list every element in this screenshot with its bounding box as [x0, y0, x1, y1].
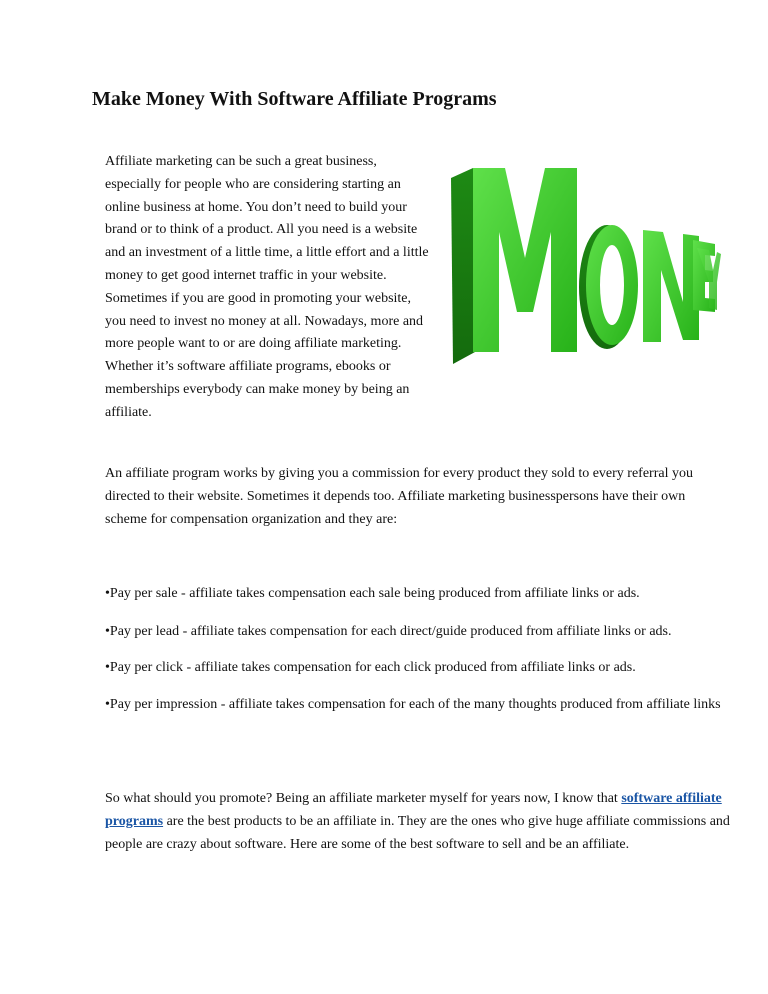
- bullet-pay-per-sale: •Pay per sale - affiliate takes compensation each sale being produced from affiliate links or ads.: [105, 586, 640, 601]
- bullet-pay-per-lead: •Pay per lead - affiliate takes compensation for each direct/guide produced from affiliate links or ads.: [105, 624, 672, 639]
- intro-line: affiliate.: [105, 404, 152, 420]
- bullet-pay-per-click: •Pay per click - affiliate takes compensation for each click produced from affiliate links or ads.: [105, 660, 636, 675]
- paragraph-promote: [105, 788, 730, 856]
- intro-line: especially for people who are considering starting an: [105, 176, 401, 192]
- intro-line: memberships everybody can make money by being an: [105, 381, 410, 397]
- software-affiliate-programs-link[interactable]: software affiliate programs: [105, 791, 722, 829]
- intro-line: and an investment of a little time, a little effort and a little: [105, 245, 429, 261]
- intro-line: Affiliate marketing can be such a great business,: [105, 154, 377, 169]
- intro-line: brand or to think of a product. All you need is a website: [105, 222, 418, 238]
- intro-line: money to get good internet traffic in your website.: [105, 267, 387, 283]
- page-title: Make Money With Software Affiliate Programs: [92, 88, 497, 110]
- bullet-pay-per-impression: •Pay per impression - affiliate takes compensation for each of the many thoughts produced from affiliate links: [105, 697, 721, 712]
- intro-line: Whether it’s software affiliate programs, ebooks or: [105, 359, 391, 375]
- intro-paragraph: [105, 151, 460, 425]
- money-3d-text-image: [447, 162, 722, 382]
- promote-text-after: are the best products to be an affiliate in. They are the ones who give huge affiliate commissions and people are crazy about software. Here are some of the best software to sell and be an affiliate.: [105, 813, 730, 852]
- intro-line: online business at home. You don’t need to build your: [105, 199, 407, 215]
- intro-line: you need to invest no money at all. Nowadays, more and: [105, 313, 424, 329]
- intro-line: Sometimes if you are good in promoting your website,: [105, 290, 412, 306]
- image-label: MONEY: [447, 162, 451, 163]
- paragraph-commission: An affiliate program works by giving you a commission for every product they sold to every referral you directed to their website. Sometimes it depends too. Affiliate marketing businesspersons have their own scheme for compensation organization and they are:: [105, 466, 693, 527]
- promote-text-before: So what should you promote? Being an affiliate marketer myself for years now, I know that: [105, 791, 622, 806]
- intro-line: more people want to or are doing affiliate marketing.: [105, 336, 402, 352]
